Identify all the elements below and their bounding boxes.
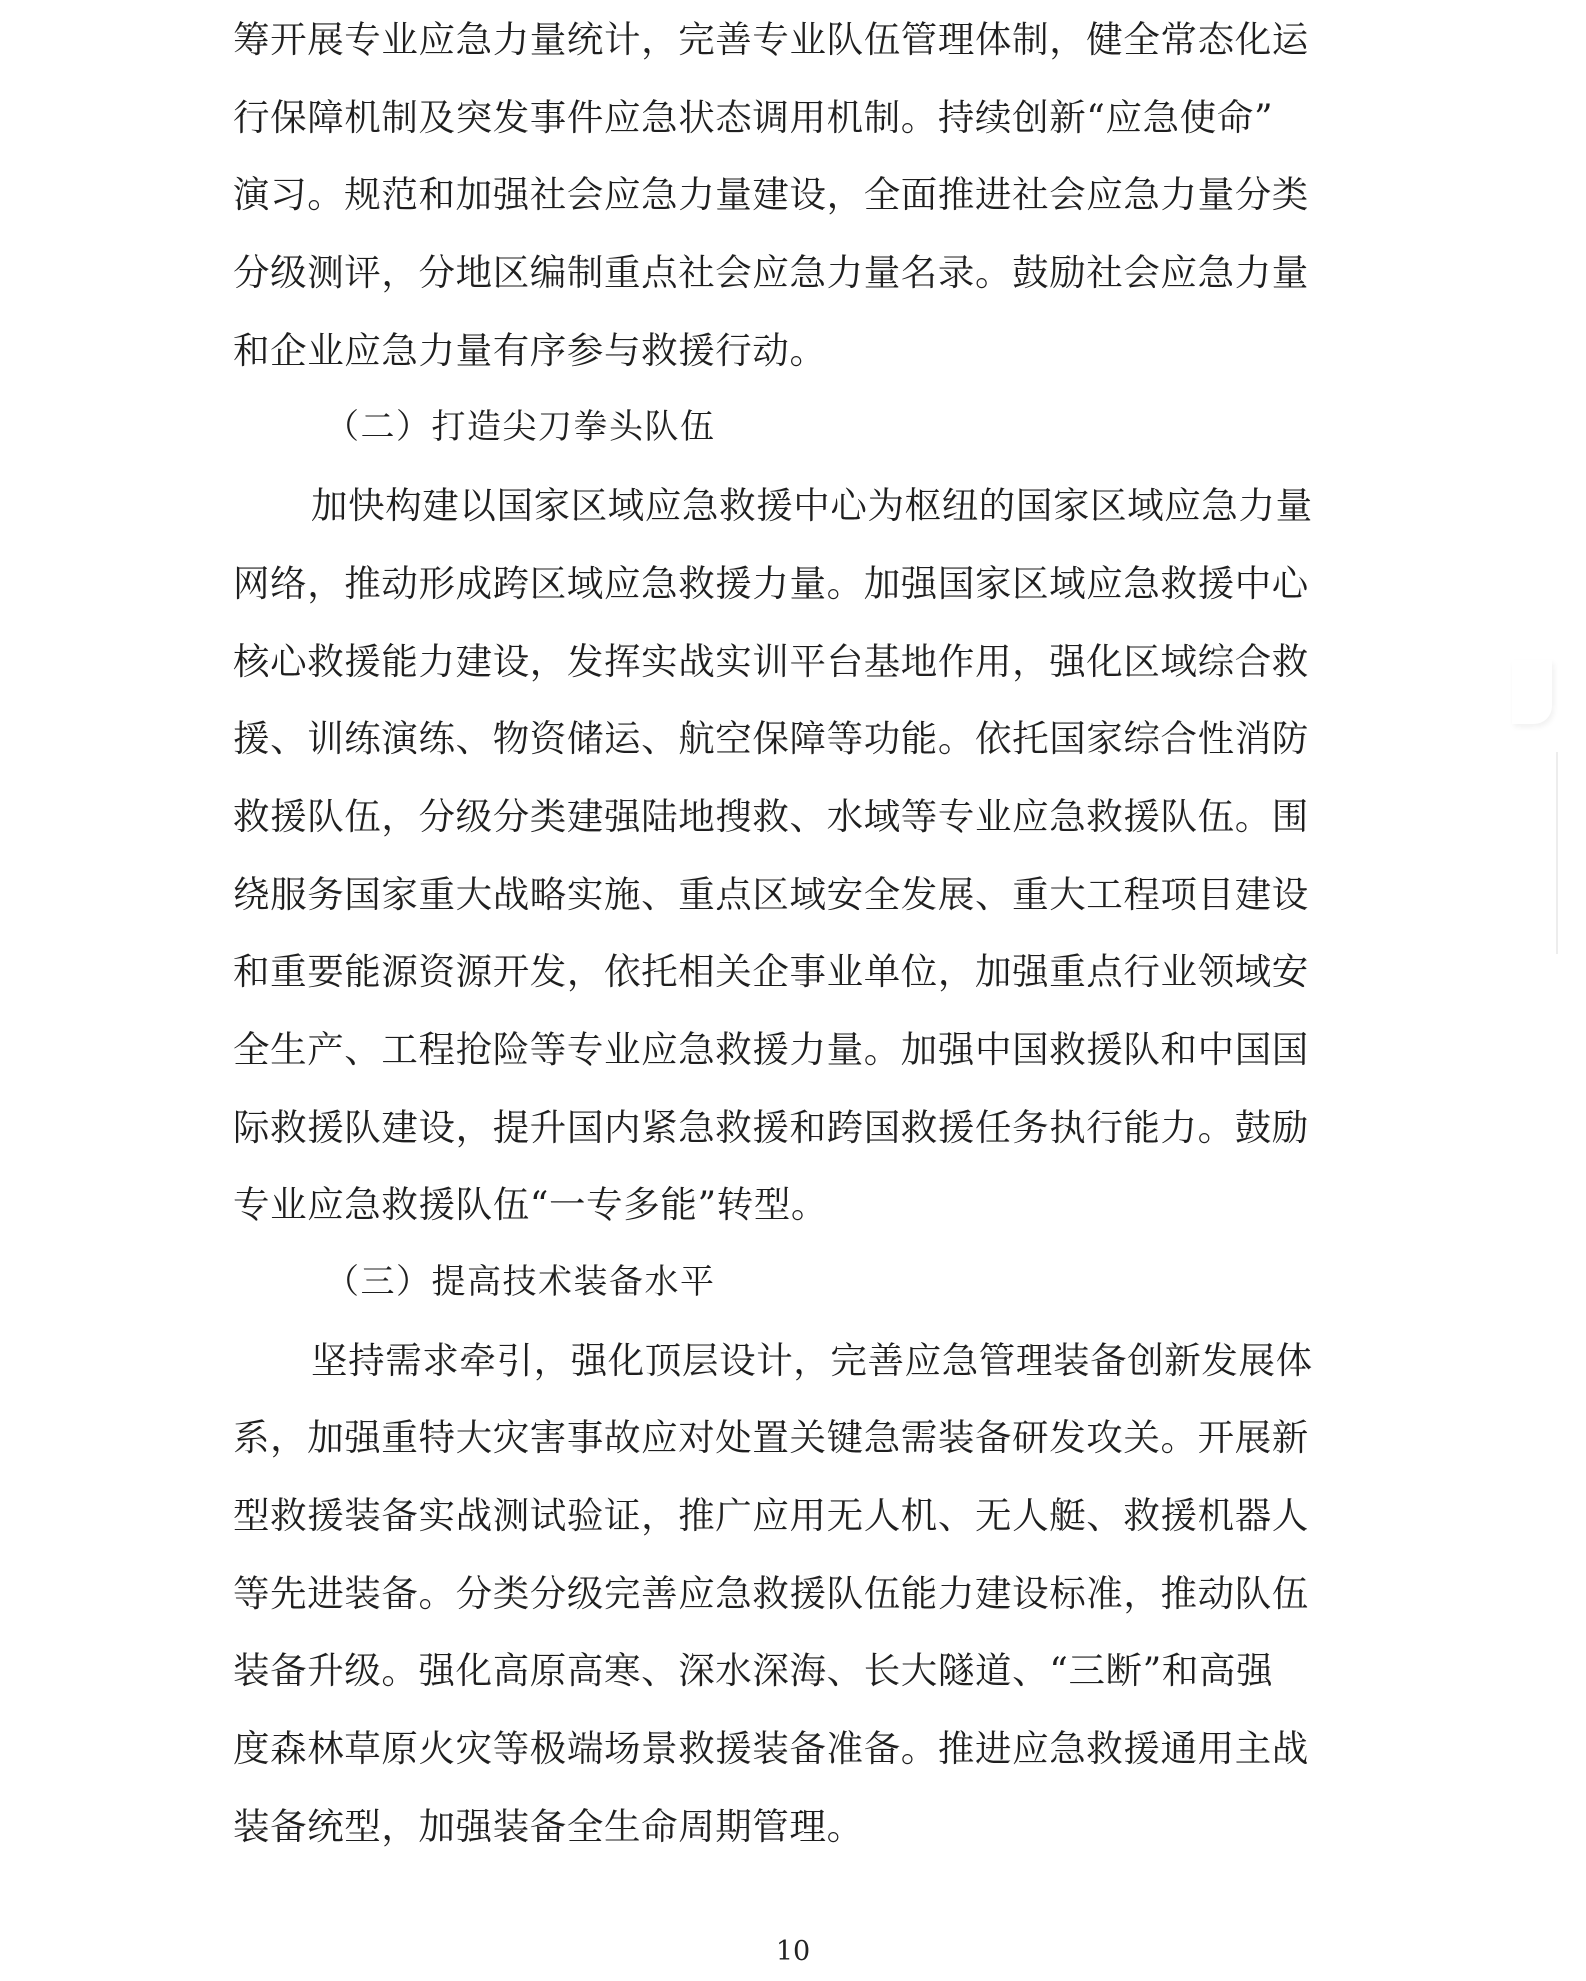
body-line-21: 等先进装备。分类分级完善应急救援队伍能力建设标准，推动队伍 bbox=[233, 1571, 1309, 1615]
body-line-5: 和企业应急力量有序参与救援行动。 bbox=[233, 328, 827, 372]
body-line-18: 坚持需求牵引，强化顶层设计，完善应急管理装备创新发展体 bbox=[311, 1338, 1313, 1382]
body-line-10: 援、训练演练、物资储运、航空保障等功能。依托国家综合性消防 bbox=[233, 717, 1309, 761]
body-line-23: 度森林草原火灾等极端场景救援装备准备。推进应急救援通用主战 bbox=[233, 1727, 1309, 1771]
section-heading-2: （二）打造尖刀拳头队伍 bbox=[325, 407, 716, 448]
body-line-16: 专业应急救援队伍“一专多能”转型。 bbox=[233, 1183, 829, 1227]
body-line-11: 救援队伍，分级分类建强陆地搜救、水域等专业应急救援队伍。围 bbox=[233, 794, 1309, 838]
body-line-13: 和重要能源资源开发，依托相关企事业单位，加强重点行业领域安 bbox=[233, 950, 1309, 994]
body-line-3: 演习。规范和加强社会应急力量建设，全面推进社会应急力量分类 bbox=[233, 173, 1309, 217]
body-line-1: 筹开展专业应急力量统计，完善专业队伍管理体制，健全常态化运 bbox=[233, 18, 1309, 61]
body-line-24: 装备统型，加强装备全生命周期管理。 bbox=[233, 1804, 864, 1848]
body-line-4: 分级测评，分地区编制重点社会应急力量名录。鼓励社会应急力量 bbox=[233, 251, 1309, 295]
page-edge-shadow bbox=[1512, 660, 1552, 724]
document-body bbox=[233, 0, 1363, 1866]
body-line-2: 行保障机制及突发事件应急状态调用机制。持续创新“应急使命” bbox=[233, 95, 1274, 139]
body-line-8: 网络，推动形成跨区域应急救援力量。加强国家区域应急救援中心 bbox=[233, 561, 1309, 605]
body-line-19: 系，加强重特大灾害事故应对处置关键急需装备研发攻关。开展新 bbox=[233, 1416, 1309, 1460]
page-edge-scrollbar[interactable] bbox=[1556, 752, 1558, 954]
body-line-22: 装备升级。强化高原高寒、深水深海、长大隧道、“三断”和高强 bbox=[233, 1649, 1274, 1693]
body-line-7: 加快构建以国家区域应急救援中心为枢纽的国家区域应急力量 bbox=[311, 484, 1313, 528]
body-line-15: 际救援队建设，提升国内紧急救援和跨国救援任务执行能力。鼓励 bbox=[233, 1105, 1309, 1149]
body-line-14: 全生产、工程抢险等专业应急救援力量。加强中国救援队和中国国 bbox=[233, 1027, 1309, 1071]
page-number: 10 bbox=[775, 1936, 811, 1967]
body-line-12: 绕服务国家重大战略实施、重点区域安全发展、重大工程项目建设 bbox=[233, 872, 1309, 916]
body-line-20: 型救援装备实战测试验证，推广应用无人机、无人艇、救援机器人 bbox=[233, 1494, 1309, 1538]
body-line-9: 核心救援能力建设，发挥实战实训平台基地作用，强化区域综合救 bbox=[233, 639, 1309, 683]
section-heading-3: （三）提高技术装备水平 bbox=[325, 1262, 716, 1302]
